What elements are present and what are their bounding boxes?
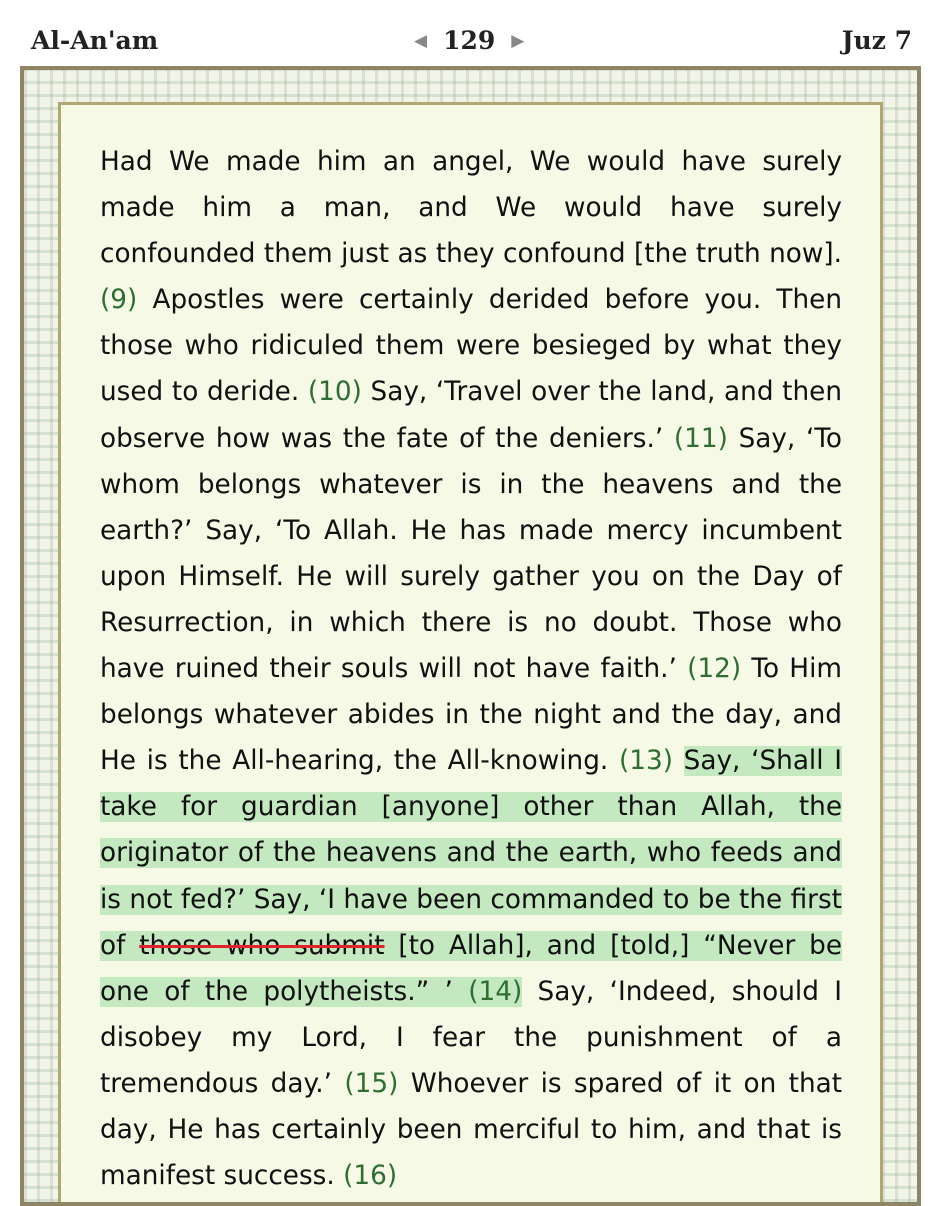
juz-label: Juz 7 (841, 26, 912, 55)
prev-page-icon[interactable]: ◀ (414, 30, 428, 51)
verse-text: Say, ‘Travel over the land, and then observe how was the fate of the deniers.’ (100, 377, 842, 454)
verse-number: (14) (468, 976, 523, 1007)
page-number: 129 (443, 26, 496, 55)
highlighted-passage (100, 746, 842, 1006)
verse-text: Had We made him an angel, We would have surely made him a man, and We would have surely confounded them just as they confound [the truth now]. (100, 147, 842, 270)
struck-phrase: those who submit (139, 930, 385, 961)
verse-text: Say, ‘Shall I take for guardian [anyone] other than Allah, the originator of the heavens and the earth, who feeds and is not fed?’ Say, ‘I have been commanded to be the first of (100, 746, 843, 961)
next-page-icon[interactable]: ▶ (511, 30, 525, 51)
verse-number: (12) (687, 654, 742, 685)
page-header (0, 0, 942, 66)
page-navigator (414, 26, 524, 55)
translation-text (100, 139, 842, 1199)
verse-text: Apostles were certainly derided before you. Then those who ridiculed them were besieged by what they used to deride. (100, 285, 842, 408)
verse-text: To Him belongs whatever abides in the night and the day, and He is the All-hearing, the All-knowing. (100, 654, 842, 777)
verse-number: (16) (343, 1161, 398, 1192)
verse-number: (9) (100, 285, 138, 316)
verse-text: Say, ‘Indeed, should I disobey my Lord, I fear the punishment of a tremendous day.’ (100, 976, 843, 1099)
verse-text: Say, ‘To whom belongs whatever is in the heavens and the earth?’ Say, ‘To Allah. He has made mercy incumbent upon Himself. He will surely gather you on the Day of Resurrection, in which there is no doubt. Those who have ruined their souls will not have faith.’ (100, 423, 842, 685)
verse-number: (13) (618, 746, 673, 777)
verse-text: [to Allah], and [told,] “Never be one of the polytheists.” ’ (100, 930, 843, 1007)
surah-name: Al-An'am (31, 26, 159, 55)
verse-number: (15) (344, 1068, 399, 1099)
verse-number: (10) (307, 377, 362, 408)
verse-text: Whoever is spared of it on that day, He has certainly been merciful to him, and that is manifest success. (100, 1068, 843, 1192)
verse-number: (11) (673, 423, 728, 454)
